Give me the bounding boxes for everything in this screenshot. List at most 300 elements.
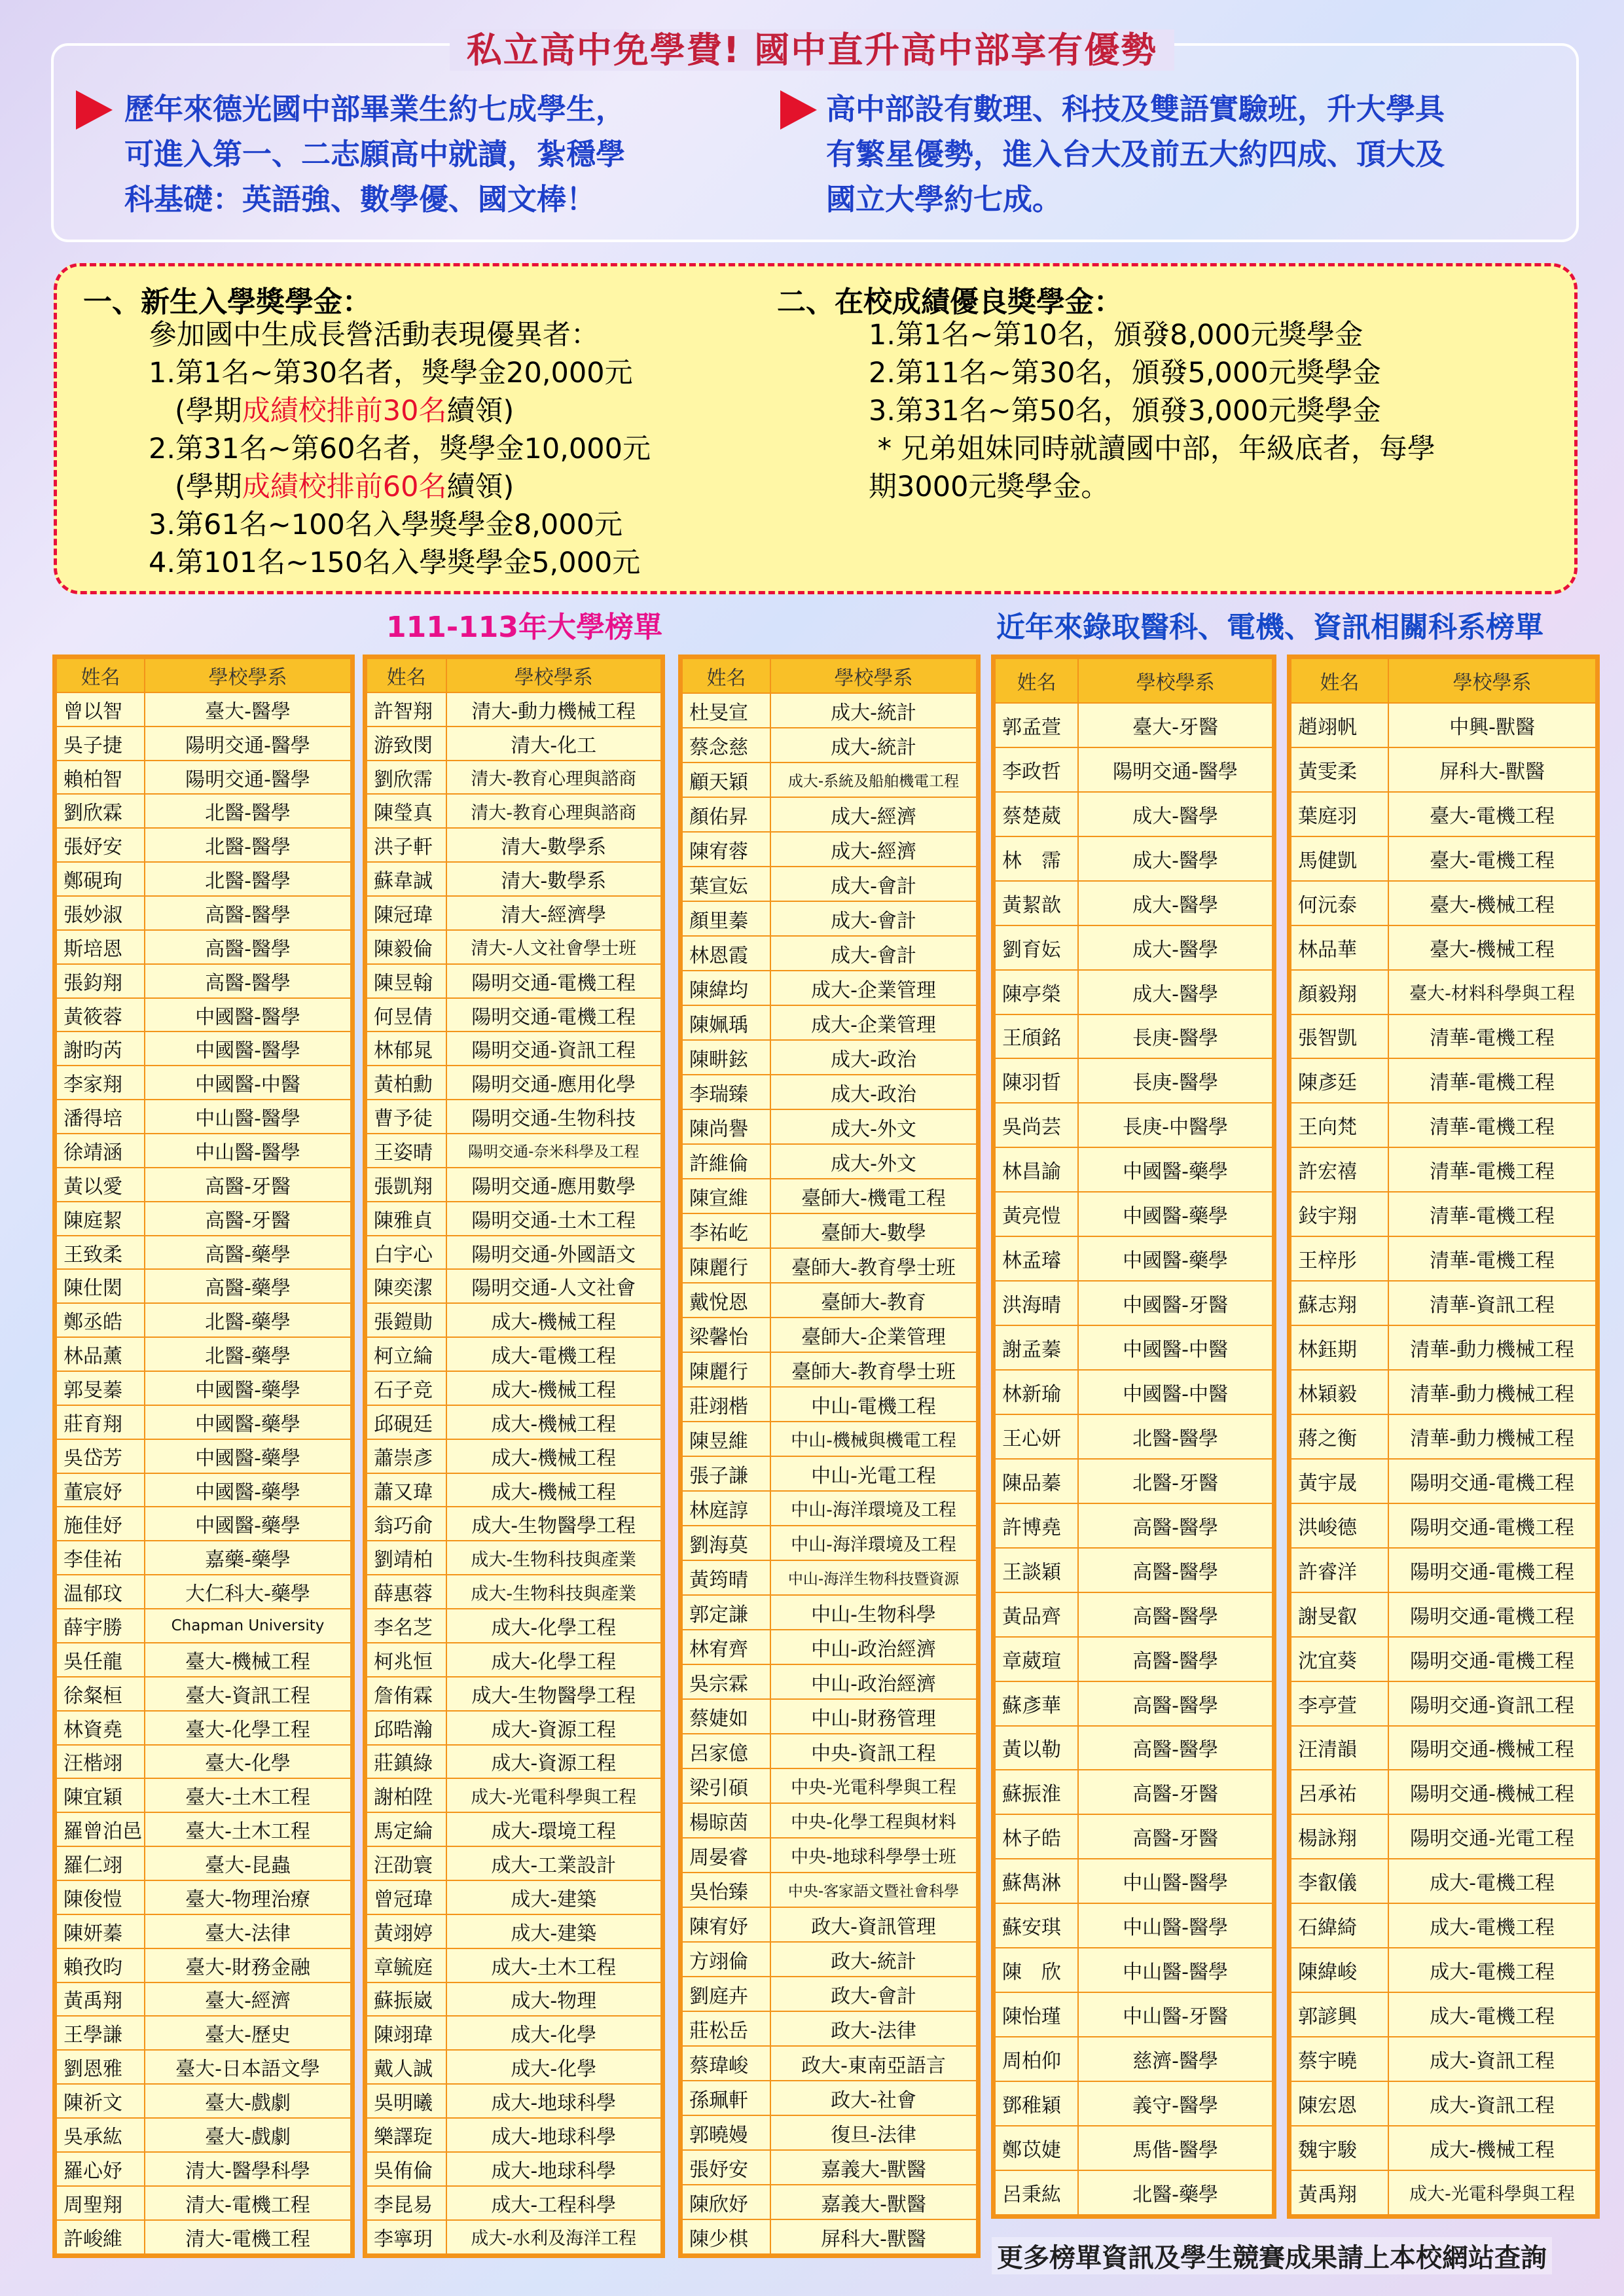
school-department: 高醫-醫學 [1078, 1637, 1272, 1681]
table-row [995, 1147, 1272, 1192]
student-name: 王姿晴 [367, 1134, 446, 1168]
school-department: 中山醫-牙醫 [1078, 1992, 1272, 2037]
table-row [682, 1109, 977, 1144]
student-name: 陳祈文 [56, 2084, 145, 2118]
student-name: 游致閔 [367, 726, 446, 761]
student-name: 周柏仰 [995, 2037, 1078, 2081]
student-name: 蔡楚葳 [995, 792, 1078, 836]
school-department: 臺師大-機電工程 [770, 1179, 977, 1213]
student-name: 李名芝 [367, 1609, 446, 1643]
table-row [682, 762, 977, 797]
table-header-row [367, 658, 661, 692]
school-department: 成大-地球科學 [446, 2118, 662, 2152]
table-row [995, 1814, 1272, 1859]
school-department: 中山-光電工程 [770, 1456, 977, 1491]
school-department: 長庚-醫學 [1078, 1014, 1272, 1059]
table-row [1291, 1592, 1596, 1637]
note-highlight: 成績校排前30名 [242, 395, 447, 427]
table-row [367, 1337, 661, 1371]
school-department: 中國醫-藥學 [145, 1371, 351, 1405]
school-department: 中山-電機工程 [770, 1387, 977, 1422]
student-name: 陳昱翰 [367, 964, 446, 998]
school-department: 成大-會計 [770, 867, 977, 901]
school-department: 成大-會計 [770, 901, 977, 936]
student-name: 吳子捷 [56, 726, 145, 761]
triangle-bullet-icon [76, 90, 113, 130]
student-name: 陳麗行 [682, 1352, 770, 1387]
student-name: 黃亮愷 [995, 1192, 1078, 1236]
school-column-header: 學校學系 [446, 658, 662, 692]
table-row [1291, 2170, 1596, 2215]
table-row [56, 828, 351, 862]
school-department: 成大-環境工程 [446, 1812, 662, 1846]
student-name: 陳彥廷 [1291, 1058, 1388, 1103]
school-column-header: 學校學系 [770, 658, 977, 693]
student-name: 王梓彤 [1291, 1236, 1388, 1281]
student-name: 陳宜穎 [56, 1778, 145, 1812]
student-name: 王頎銘 [995, 1014, 1078, 1059]
table-row [682, 867, 977, 901]
table-header-row [1291, 658, 1596, 703]
school-department: 陽明交通-電機工程 [1388, 1592, 1596, 1637]
scholarship-line: 3.第61名~100名入學獎學金8,000元 [149, 509, 623, 541]
school-department: 成大-政治 [770, 1075, 977, 1109]
school-department: 成大-土木工程 [446, 1948, 662, 1982]
table-row [1291, 1992, 1596, 2037]
school-department: 政大-法律 [770, 2011, 977, 2046]
school-department: 成大-機械工程 [446, 1371, 662, 1405]
student-name: 陳亭榮 [995, 970, 1078, 1014]
table-row [56, 1236, 351, 1270]
student-name: 鈙宇翔 [1291, 1192, 1388, 1236]
table-row [995, 747, 1272, 792]
student-name: 黃禹翔 [1291, 2170, 1388, 2215]
school-department: 陽明交通-醫學 [145, 761, 351, 795]
student-name: 陳羽晢 [995, 1058, 1078, 1103]
school-department: 成大-企業管理 [770, 971, 977, 1005]
student-name: 陳怡瑾 [995, 1992, 1078, 2037]
student-name: 蘇志翔 [1291, 1281, 1388, 1325]
student-name: 鄧稚穎 [995, 2081, 1078, 2126]
school-department: 臺大-資訊工程 [145, 1677, 351, 1711]
school-department: 臺大-機械工程 [1388, 881, 1596, 925]
school-department: 臺大-物理治療 [145, 1880, 351, 1914]
student-name: 呂家億 [682, 1734, 770, 1768]
name-column-header: 姓名 [56, 658, 145, 692]
scholarship-line: 2.第31名~第60名者，獎學金10,000元 [149, 433, 651, 465]
student-name: 梁引碩 [682, 1768, 770, 1803]
school-department: 成大-資源工程 [446, 1745, 662, 1779]
table-row [56, 1371, 351, 1405]
student-name: 謝柏陞 [367, 1778, 446, 1812]
school-department: 臺師大-教育 [770, 1283, 977, 1318]
student-name: 王談穎 [995, 1548, 1078, 1592]
table-row [367, 1507, 661, 1541]
table-row [1291, 1236, 1596, 1281]
school-department: 臺大-電機工程 [1388, 792, 1596, 836]
table-row [1291, 703, 1596, 747]
school-department: 成大-光電科學與工程 [1388, 2170, 1596, 2215]
intro-right-line: 國立大學約七成。 [826, 182, 1062, 217]
scholarship-line: 4.第101名~150名入學獎學金5,000元 [149, 547, 641, 579]
student-name: 張鎧勛 [367, 1303, 446, 1337]
school-department: 中山醫-醫學 [1078, 1903, 1272, 1948]
school-department: 慈濟-醫學 [1078, 2037, 1272, 2081]
student-name: 許維倫 [682, 1144, 770, 1179]
table-row [56, 1168, 351, 1202]
student-name: 陳昱維 [682, 1422, 770, 1456]
student-name: 汪劭寰 [367, 1846, 446, 1880]
student-name: 黃筱蓉 [56, 998, 145, 1032]
school-department: 中央-資訊工程 [770, 1734, 977, 1768]
table-row [1291, 836, 1596, 881]
table-row [682, 901, 977, 936]
student-name: 張妙淑 [56, 896, 145, 930]
school-department: 臺大-日本語文學 [145, 2050, 351, 2084]
student-name: 鄭丞皓 [56, 1303, 145, 1337]
school-department: 清華-電機工程 [1388, 1147, 1596, 1192]
student-name: 莊鎮綠 [367, 1745, 446, 1779]
school-department: 中國醫-醫學 [145, 1031, 351, 1066]
school-department: 中山-政治經濟 [770, 1664, 977, 1699]
school-department: 中興-獸醫 [1388, 703, 1596, 747]
table-row [1291, 925, 1596, 970]
school-department: 屏科大-獸醫 [770, 2219, 977, 2254]
student-name: 戴人誠 [367, 2050, 446, 2084]
school-department: 臺大-財務金融 [145, 1948, 351, 1982]
school-department: 嘉義大-獸醫 [770, 2185, 977, 2219]
table-row [995, 1592, 1272, 1637]
school-department: 成大-生物醫學工程 [446, 1507, 662, 1541]
table-row [682, 832, 977, 867]
student-name: 林穎毅 [1291, 1370, 1388, 1414]
table-row [367, 2186, 661, 2220]
table-row [1291, 1370, 1596, 1414]
student-name: 陳少棋 [682, 2219, 770, 2254]
school-department: 臺大-牙醫 [1078, 703, 1272, 747]
school-department: 成大-醫學 [1078, 970, 1272, 1014]
school-department: 中山醫-醫學 [1078, 1859, 1272, 1903]
student-name: 林鈺期 [1291, 1325, 1388, 1370]
table-row [1291, 1681, 1596, 1726]
table-row [682, 1942, 977, 1977]
student-name: 洪海晴 [995, 1281, 1078, 1325]
table-row [1291, 2037, 1596, 2081]
school-department: 中央-客家語文暨社會科學 [770, 1873, 977, 1907]
table-row [1291, 2126, 1596, 2170]
school-department: 北醫-醫學 [145, 828, 351, 862]
table-row [995, 1370, 1272, 1414]
table-row [56, 1745, 351, 1779]
school-department: 成大-地球科學 [446, 2152, 662, 2186]
student-name: 郭定謙 [682, 1595, 770, 1630]
student-name: 蔡宇曉 [1291, 2037, 1388, 2081]
table-row [367, 998, 661, 1032]
school-department: 清華-動力機械工程 [1388, 1370, 1596, 1414]
school-department: 北醫-牙醫 [1078, 1459, 1272, 1503]
school-department: 成大-機械工程 [446, 1405, 662, 1439]
table-row [682, 1768, 977, 1803]
student-name: 顧天穎 [682, 762, 770, 797]
student-name: 陳奕潔 [367, 1269, 446, 1303]
intro-right-line: 高中部設有數理、科技及雙語實驗班，升大學具 [826, 92, 1445, 126]
table-row [367, 1846, 661, 1880]
note-highlight: 成績校排前60名 [242, 471, 447, 503]
student-name: 蔡婕如 [682, 1699, 770, 1734]
student-name: 杜旻宣 [682, 693, 770, 728]
school-department: 高醫-醫學 [145, 930, 351, 964]
table-row [56, 1914, 351, 1948]
student-name: 鄭硯珣 [56, 862, 145, 896]
admission-table-4 [991, 655, 1276, 2219]
student-name: 陳妍蓁 [56, 1914, 145, 1948]
school-department: 臺大-化學工程 [145, 1711, 351, 1745]
student-name: 葉宣妘 [682, 867, 770, 901]
table-row [56, 726, 351, 761]
student-name: 蘇安琪 [995, 1903, 1078, 1948]
table-row [995, 2170, 1272, 2215]
student-name: 王心妍 [995, 1414, 1078, 1459]
table-row [682, 1526, 977, 1560]
table-row [367, 1677, 661, 1711]
scholarship-line: 3.第31名~第50名，頒發3,000元獎學金 [869, 395, 1381, 427]
table-row [995, 1103, 1272, 1147]
table-row [995, 881, 1272, 925]
school-department: 臺大-戲劇 [145, 2084, 351, 2118]
school-department: 成大-電機工程 [1388, 1859, 1596, 1903]
school-department: 中國醫-中醫 [1078, 1370, 1272, 1414]
student-name: 曾冠瑋 [367, 1880, 446, 1914]
table-row [995, 970, 1272, 1014]
school-department: 成大-醫學 [1078, 836, 1272, 881]
table-row [56, 1439, 351, 1473]
table-row [682, 2150, 977, 2185]
intro-left-line: 科基礎：英語強、數學優、國文棒！ [124, 182, 596, 217]
admission-table-3 [678, 655, 981, 2258]
student-name: 詹侑霖 [367, 1677, 446, 1711]
school-department: 陽明交通-電機工程 [1388, 1503, 1596, 1548]
student-name: 黃以勒 [995, 1726, 1078, 1770]
table-row [56, 1948, 351, 1982]
school-department: Chapman University [145, 1609, 351, 1643]
scholarship-line: * 兄弟姐妹同時就讀國中部，年級底者，每學 [869, 433, 1435, 465]
table-row [56, 930, 351, 964]
student-name: 李政哲 [995, 747, 1078, 792]
table-row [995, 836, 1272, 881]
student-name: 黃絜歆 [995, 881, 1078, 925]
school-department: 成大-電機工程 [446, 1337, 662, 1371]
school-department: 政大-資訊管理 [770, 1907, 977, 1942]
table-row [367, 794, 661, 828]
table-row [367, 1745, 661, 1779]
school-department: 成大-資訊工程 [1388, 2037, 1596, 2081]
table-row [56, 1711, 351, 1745]
note-text: 續領) [446, 471, 514, 503]
school-department: 屏科大-獸醫 [1388, 747, 1596, 792]
school-department: 成大-機械工程 [446, 1439, 662, 1473]
school-department: 中國醫-藥學 [145, 1439, 351, 1473]
intro-left-line: 歷年來德光國中部畢業生約七成學生， [124, 92, 626, 126]
school-department: 成大-機械工程 [446, 1303, 662, 1337]
scholarship-box [54, 263, 1578, 594]
student-name: 黃柏勳 [367, 1066, 446, 1100]
student-name: 陳冠瑋 [367, 896, 446, 930]
table-row [995, 925, 1272, 970]
table-row [682, 1144, 977, 1179]
student-name: 蔡念慈 [682, 728, 770, 762]
student-name: 陳欣妤 [682, 2185, 770, 2219]
school-department: 成大-地球科學 [446, 2084, 662, 2118]
table-row [682, 728, 977, 762]
table-row [56, 2186, 351, 2220]
table-row [682, 2219, 977, 2254]
school-department: 中山-海洋環境及工程 [770, 1491, 977, 1526]
table-row [995, 1414, 1272, 1459]
table-row [1291, 881, 1596, 925]
table-row [367, 692, 661, 726]
table-row [682, 1248, 977, 1283]
table-row [682, 1699, 977, 1734]
school-department: 陽明交通-應用數學 [446, 1168, 662, 1202]
school-department: 中國醫-中醫 [1078, 1325, 1272, 1370]
table-row [995, 1726, 1272, 1770]
school-department: 馬偕-醫學 [1078, 2126, 1272, 2170]
school-department: 北醫-藥學 [1078, 2170, 1272, 2215]
student-name: 許博堯 [995, 1503, 1078, 1548]
student-name: 李昆易 [367, 2186, 446, 2220]
table-row [682, 1630, 977, 1664]
student-name: 吳怡臻 [682, 1873, 770, 1907]
student-name: 林子皓 [995, 1814, 1078, 1859]
school-department: 高醫-牙醫 [145, 1202, 351, 1236]
student-name: 林郁晁 [367, 1031, 446, 1066]
student-name: 石緯綺 [1291, 1903, 1388, 1948]
student-name: 劉庭卉 [682, 1977, 770, 2011]
school-department: 臺師大-企業管理 [770, 1318, 977, 1352]
school-department: 成大-水利及海洋工程 [446, 2220, 662, 2254]
table-row [682, 1664, 977, 1699]
student-name: 鄭苡婕 [995, 2126, 1078, 2170]
student-name: 林恩霞 [682, 936, 770, 971]
scholarship-note [175, 392, 514, 430]
student-name: 楊詠翔 [1291, 1814, 1388, 1859]
student-name: 潘得培 [56, 1100, 145, 1134]
table-row [367, 1168, 661, 1202]
student-name: 温郁玟 [56, 1575, 145, 1609]
student-name: 白宇心 [367, 1236, 446, 1270]
student-name: 沈宜葵 [1291, 1637, 1388, 1681]
intro-left [124, 86, 727, 222]
school-department: 中山-生物科學 [770, 1595, 977, 1630]
student-name: 羅曾泊邑 [56, 1812, 145, 1846]
student-name: 薛惠蓉 [367, 1575, 446, 1609]
table-row [682, 1213, 977, 1248]
student-name: 吳侑倫 [367, 2152, 446, 2186]
school-department: 高醫-牙醫 [1078, 1770, 1272, 1814]
table-row [1291, 747, 1596, 792]
table-row [56, 1337, 351, 1371]
table-row [367, 2016, 661, 2050]
table-row [682, 1422, 977, 1456]
student-name: 馬健凱 [1291, 836, 1388, 881]
school-department: 中山-海洋環境及工程 [770, 1526, 977, 1560]
student-name: 王學謙 [56, 2016, 145, 2050]
table-row [1291, 1859, 1596, 1903]
table-row [367, 1914, 661, 1948]
note-text: (學期 [175, 471, 242, 503]
table-row [367, 2050, 661, 2084]
note-text: 續領) [446, 395, 514, 427]
student-name: 陳麗行 [682, 1248, 770, 1283]
table-row [367, 1880, 661, 1914]
school-department: 長庚-醫學 [1078, 1058, 1272, 1103]
scholarship-line: 參加國中生成長營活動表現優異者： [149, 319, 599, 351]
school-department: 清華-動力機械工程 [1388, 1325, 1596, 1370]
school-department: 高醫-醫學 [1078, 1726, 1272, 1770]
table-row [682, 2081, 977, 2115]
intro-left-line: 可進入第一、二志願高中就讀，紮穩學 [124, 137, 626, 171]
table-row [56, 1031, 351, 1066]
school-department: 政大-東南亞語言 [770, 2046, 977, 2081]
table-row [995, 1681, 1272, 1726]
student-name: 李家翔 [56, 1066, 145, 1100]
student-name: 陳宥妤 [682, 1907, 770, 1942]
table-row [56, 1269, 351, 1303]
student-name: 何沅泰 [1291, 881, 1388, 925]
school-department: 清大-電機工程 [145, 2220, 351, 2254]
table-row [1291, 1058, 1596, 1103]
table-row [682, 797, 977, 832]
school-department: 陽明交通-人文社會 [446, 1269, 662, 1303]
school-department: 成大-經濟 [770, 797, 977, 832]
student-name: 顏里蓁 [682, 901, 770, 936]
school-department: 成大-生物醫學工程 [446, 1677, 662, 1711]
student-name: 郭孟萱 [995, 703, 1078, 747]
headline-text: 私立高中免學費! 國中直升高中部享有優勢 [450, 29, 1174, 71]
table-row [682, 1595, 977, 1630]
school-department: 成大-企業管理 [770, 1005, 977, 1040]
student-name: 林孟璿 [995, 1236, 1078, 1281]
school-department: 臺大-機械工程 [1388, 925, 1596, 970]
table-row [682, 2011, 977, 2046]
table-row [682, 1907, 977, 1942]
student-name: 郭曉嫚 [682, 2115, 770, 2150]
student-name: 劉欣霈 [367, 761, 446, 795]
school-department: 成大-外文 [770, 1144, 977, 1179]
student-name: 許睿洋 [1291, 1548, 1388, 1592]
school-department: 高醫-醫學 [1078, 1503, 1272, 1548]
table-row [682, 2115, 977, 2150]
student-name: 謝昀芮 [56, 1031, 145, 1066]
school-department: 臺大-醫學 [145, 692, 351, 726]
school-department: 高醫-藥學 [145, 1236, 351, 1270]
table-row [995, 792, 1272, 836]
student-name: 陳宣維 [682, 1179, 770, 1213]
student-name: 邱硯廷 [367, 1405, 446, 1439]
school-department: 清華-電機工程 [1388, 1103, 1596, 1147]
school-department: 臺大-材料科學與工程 [1388, 970, 1596, 1014]
school-department: 清華-電機工程 [1388, 1236, 1596, 1281]
student-name: 劉海莫 [682, 1526, 770, 1560]
table-row [56, 1303, 351, 1337]
table-row [1291, 1325, 1596, 1370]
student-name: 吳岱芳 [56, 1439, 145, 1473]
table-row [367, 2118, 661, 2152]
school-department: 陽明交通-電機工程 [446, 998, 662, 1032]
student-name: 章毓庭 [367, 1948, 446, 1982]
student-name: 謝旻叡 [1291, 1592, 1388, 1637]
school-department: 成大-化學 [446, 2016, 662, 2050]
